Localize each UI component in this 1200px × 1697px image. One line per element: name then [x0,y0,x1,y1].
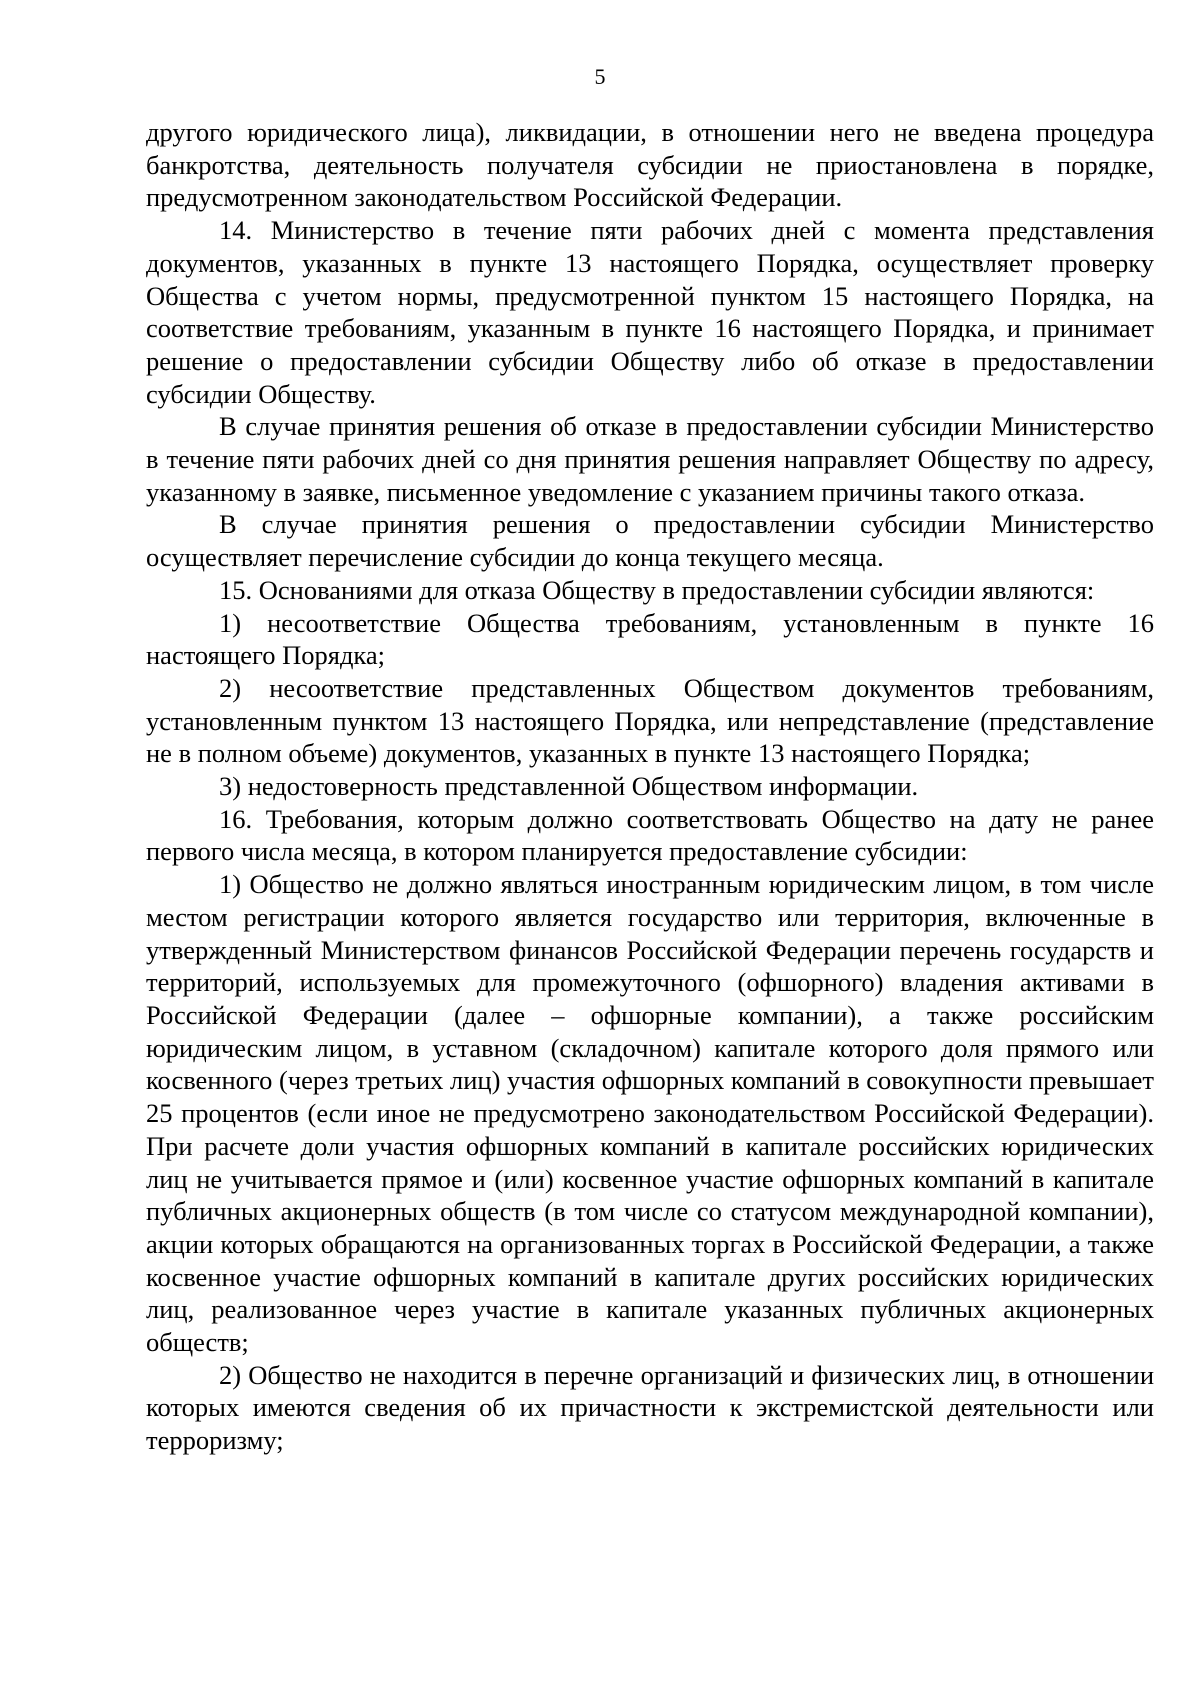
paragraph-item-14: 14. Министерство в течение пяти рабочих дней с момента представления документов, указанных в пункте 13 настоящего Порядка, осуществляет проверку Общества с учетом нормы, предусмотренной пунктом 15 настоящего Порядка, на соответствие требованиям, указанным в пункте 16 настоящего Порядка, и принимает решение о предоставлении субсидии Обществу либо об отказе в предоставлении субсидии Обществу. [146,215,1154,409]
paragraph-item-16-2: 2) Общество не находится в перечне организаций и физических лиц, в отношении которых имеются сведения об их причастности к экстремистской деятельности или терроризму; [146,1359,1154,1456]
paragraph-refusal-notice: В случае принятия решения об отказе в предоставлении субсидии Министерство в течение пяти рабочих дней со дня принятия решения направляет Обществу по адресу, указанному в заявке, письменное уведомление с указанием причины такого отказа. [146,411,1154,507]
paragraph-continuation: другого юридического лица), ликвидации, в отношении него не введена процедура банкротства, деятельность получателя субсидии не приостановлена в порядке, предусмотренном законодательством Российской Федерации. [146,117,1154,213]
paragraph-item-16-1: 1) Общество не должно являться иностранным юридическим лицом, в том числе местом регистрации которого является государство или территория, включенные в утвержденный Министерством финансов Российской Федерации перечень государств и территорий, используемых для промежуточного (офшорного) владения активами в Российской Федерации (далее – офшорные компании), а также российским юридическим лицом, в уставном (складочном) капитале которого доля прямого или косвенного (через третьих лиц) участия офшорных компаний в совокупности превышает 25 процентов (если иное не предусмотрено законодательством Российской Федерации). При расчете доли участия офшорных компаний в капитале российских юридических лиц не учитывается прямое и (или) косвенное участие офшорных компаний в капитале публичных акционерных обществ (в том числе со статусом международной компании), акции которых обращаются на организованных торгах в Российской Федерации, а также косвенное участие офшорных компаний в капитале других российских юридических лиц, реализованное через участие в капитале указанных публичных акционерных обществ; [146,869,1154,1358]
document-body [146,116,1154,1457]
page-number: 5 [594,64,606,89]
paragraph-item-16: 16. Требования, которым должно соответствовать Общество на дату не ранее первого числа месяца, в котором планируется предоставление субсидии: [146,803,1154,867]
paragraph-subsidy-transfer: В случае принятия решения о предоставлении субсидии Министерство осуществляет перечисление субсидии до конца текущего месяца. [146,509,1154,573]
paragraph-item-15-3: 3) недостоверность представленной Обществом информации. [219,771,919,802]
paragraph-item-15: 15. Основаниями для отказа Обществу в предоставлении субсидии являются: [219,574,1095,605]
paragraph-item-15-1: 1) несоответствие Общества требованиям, установленным в пункте 16 настоящего Порядка; [146,607,1154,671]
paragraph-item-15-2: 2) несоответствие представленных Обществом документов требованиям, установленным пунктом 13 настоящего Порядка, или непредставление (представление не в полном объеме) документов, указанных в пункте 13 настоящего Порядка; [146,672,1154,769]
